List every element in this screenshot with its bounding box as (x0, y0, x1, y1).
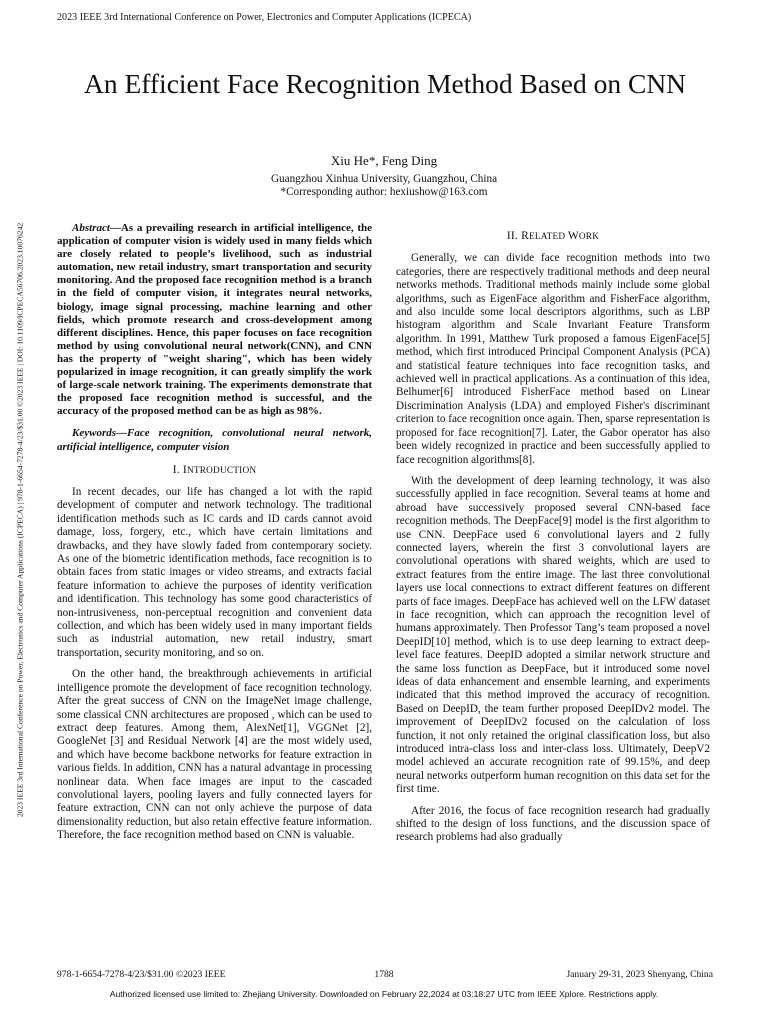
conference-header: 2023 IEEE 3rd International Conference on Power, Electronics and Computer Applications (ICPECA) (57, 12, 472, 23)
section-initial-2: W (567, 230, 579, 242)
related-paragraph-1: Generally, we can divide face recognition methods into two categories, there are respectively traditional methods and deep neural networks methods. Traditional methods mainly include some global algorithms, such as EigenFace algorithm and FisherFace algorithm, and also inculde some local descriptors algorithms, such as LBP histogram algorithm and Scale Invariant Feature Transform algorithm. In 1991, Matthew Turk proposed a famous EigenFace[5] method, which first introduced Principal Component Analysis (PCA) and statistical feature techniques into face recognition tasks, and achieved well in practical applications. As a continuation of this idea, Belhumer[6] introduced FisherFace method based on Linear Discrimination Analysis (LDA) and employed Fisher's discriminant criterion to face recognition once again. Then, sparse representation is proposed for face recognition[7]. Later, the Gabor operator has also been widely recognized in practice and been successfully applied to face recognition algorithms[8]. (396, 252, 710, 466)
abstract-label: Abstract (72, 222, 110, 234)
license-notice: Authorized licensed use limited to: Zhejiang University. Downloaded on February 22,2024 at 03:18:27 UTC from IEEE Xplore. Restrictions apply. (109, 989, 659, 999)
section-number: I. (172, 463, 183, 476)
page-number: 1788 (374, 969, 394, 980)
keywords: Keywords—Face recognition, convolutional neural network, artificial intelligence, computer vision (57, 427, 372, 453)
abstract-text: —As a prevailing research in artificial intelligence, the application of computer vision is widely used in many fields which are closely related to people’s livelihood, such as industrial automation, new retail industry, smart transportation and security monitoring. And the proposed face recognition method is a branch in the field of computer vision, it integrates neural networks, biology, image signal processing, machine learning and other fields, which promote research and cross-development among different disciplines. Hence, this paper focuses on face recognition method by using convolutional neural network(CNN), and CNN has the property of "weight sharing", which has been widely popularized in image recognition, it can greatly simplify the work of large-scale network training. The experiments demonstrate that the proposed face recognition method is successful, and the accuracy of the proposed method can be as high as 98%. (57, 222, 372, 418)
section-heading-related-work (396, 230, 710, 244)
affiliation: Guangzhou Xinhua University, Guangzhou, China (270, 173, 498, 185)
side-identifier-text: 2023 IEEE 3rd International Conference on Power, Electronics and Computer Applications (ICPECA) | 978-1-6654-7278-4/23/$31.00 ©2023 IEEE | DOI: 10.1109/ICPECA56706.2023.10076242 (15, 222, 25, 818)
authors: Xiu He*, Feng Ding (330, 153, 438, 168)
abstract (57, 222, 372, 418)
side-identifier-strip (12, 130, 28, 910)
left-column (57, 222, 372, 851)
section-initial: R (521, 230, 529, 242)
corresponding-author: *Corresponding author: hexiushow@163.com (280, 186, 488, 198)
section-title-rest: NTRODUCTION (186, 465, 257, 476)
section-initial: I (182, 463, 187, 476)
intro-paragraph-2: On the other hand, the breakthrough achievements in artificial intelligence promote the development of face recognition technology. After the great success of CNN on the ImageNet image challenge, some classical CNN architectures are proposed , which can be used to extract deep features. Among them, AlexNet[1], VGGNet [2], GoogleNet [3] and Residual Network [4] are the most widely used, and which have become backbone networks for feature extraction in various fields. In addition, CNN has a natural advantage in processing nonlinear data. When face images are input to the cascaded convolutional layers, pooling layers and fully connected layers for feature extraction, CNN can not only achieve the purpose of data dimensionality reduction, but also retain effective feature information. Therefore, the face recognition method based on CNN is valuable. (57, 668, 372, 842)
related-paragraph-2: With the development of deep learning technology, it was also successfully applied in face recognition. Several teams at home and abroad have successively proposed several CNN-based face recognition methods. The DeepFace[9] model is the first algorithm to use CNN. DeepFace used 6 convolutional layers and 2 fully connected layers, wherein the first 3 convolutional layers are convolutional operations with shared weights, which are used to extract features from the entire image. The last three convolutional layers use local connections to extract different features on different parts of face images. DeepFace has achieved well on the LFW dataset in face recognition, which can approach the recognition level of humans approximately. Then Professor Tang’s team proposed a novel DeepID[10] method, which is to use deep learning to extract deep-level face features. DeepID adopted a similar network structure and the same loss function as DeepFace, but it introduced some novel ideas of data enhancement and ensemble learning, and experiments indicated that this method improved the accuracy of recognition. Based on DeepID, the team further proposed DeepIDv2 model. The improvement of DeepIDv2 focused on the calculation of loss function, it not only retained the original classification loss, but also introduced intra-class loss and inter-class loss. Ultimately, DeepV2 model achieved an accurate recognition rate of 99.15%, and deep neural networks outperform human recognition on this data set for the first time. (396, 474, 710, 796)
section-heading-introduction (57, 464, 372, 478)
footer-isbn: 978-1-6654-7278-4/23/$31.00 ©2023 IEEE (57, 969, 226, 980)
related-paragraph-3: After 2016, the focus of face recognition research had gradually shifted to the design of loss functions, and the discussion space of research problems had also gradually (396, 804, 710, 844)
footer-date-location: January 29-31, 2023 Shenyang, China (566, 969, 713, 980)
section-title-rest: ELATED (528, 232, 568, 242)
right-column (396, 222, 710, 853)
section-number: II. (506, 230, 522, 242)
intro-paragraph-1: In recent decades, our life has changed a lot with the rapid development of computer and network technology. The traditional identification methods such as IC cards and ID cards cannot avoid damage, loss, forgery, etc., which have certain limitations and drawbacks, and they have slowly faded from contemporary society. As one of the biometric identification methods, face recognition is to obtain faces from static images or video streams, and extracts facial feature information to achieve the purposes of identity verification and identification. This technology has some good characteristics of non-intrusiveness, non-perceptual recognition and convenient data collection, and which has been widely used in many important fields such as industrial automation, new retail industry, smart transportation, security monitoring, and so on. (57, 486, 372, 659)
paper-title: An Efficient Face Recognition Method Based on CNN (83, 68, 687, 99)
section-title-rest-2: ORK (578, 232, 600, 242)
